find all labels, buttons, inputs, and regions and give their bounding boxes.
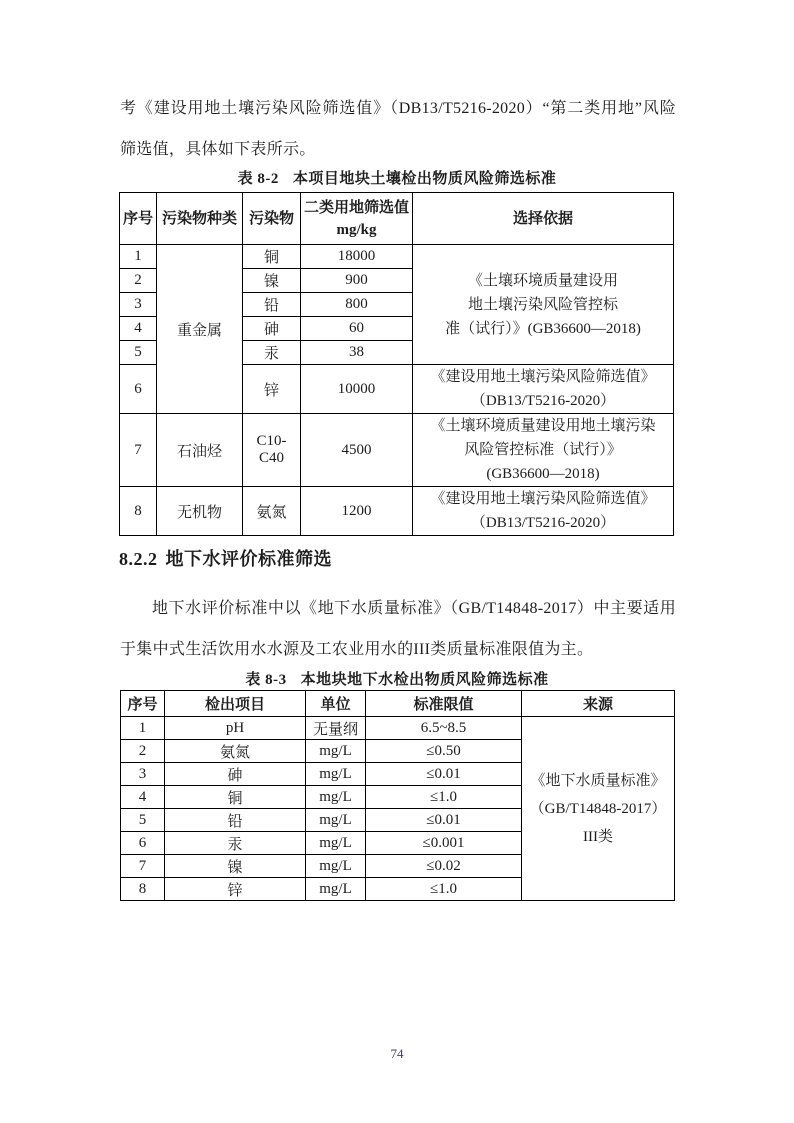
cell-no: 2 <box>120 269 157 293</box>
cell-unit: mg/L <box>306 878 366 901</box>
groundwater-screening-table <box>120 690 675 901</box>
cell-no: 1 <box>120 245 157 269</box>
cell-pollutant: 汞 <box>243 341 301 365</box>
cell-no: 5 <box>121 809 165 832</box>
cell-limit: ≤0.02 <box>366 855 522 878</box>
header-no: 序号 <box>121 691 165 717</box>
cell-category-heavy-metal: 重金属 <box>157 245 243 414</box>
header-source: 来源 <box>522 691 675 717</box>
cell-item: 砷 <box>165 763 306 786</box>
header-item: 检出项目 <box>165 691 306 717</box>
cell-item: pH <box>165 717 306 740</box>
header-pollutant-category: 污染物种类 <box>157 193 243 245</box>
table-header-row <box>120 193 674 245</box>
cell-unit: 无量纲 <box>306 717 366 740</box>
header-pollutant: 污染物 <box>243 193 301 245</box>
cell-source-gbt14848: 《地下水质量标准》 （GB/T14848-2017） III类 <box>522 717 675 901</box>
cell-no: 3 <box>120 293 157 317</box>
cell-limit: ≤1.0 <box>366 786 522 809</box>
groundwater-paragraph: 地下水评价标准中以《地下水质量标准》（GB/T14848-2017）中主要适用于集中式生活饮用水水源及工农业用水的III类质量标准限值为主。 <box>120 600 676 658</box>
table-8-2-caption-label: 表 8-2 <box>237 171 279 187</box>
cell-basis-gb36600: 《土壤环境质量建设用 地土壤污染风险管控标 准（试行）》(GB36600—2018) <box>413 245 674 365</box>
table-8-3-caption-title: 本地块地下水检出物质风险筛选标准 <box>300 672 549 688</box>
cell-no: 2 <box>121 740 165 763</box>
cell-limit: ≤0.001 <box>366 832 522 855</box>
cell-no: 6 <box>120 365 157 414</box>
cell-limit: ≤0.01 <box>366 809 522 832</box>
cell-pollutant: 氨氮 <box>243 487 301 536</box>
table-header-row <box>121 691 675 717</box>
cell-limit: ≤0.50 <box>366 740 522 763</box>
cell-no: 3 <box>121 763 165 786</box>
header-unit: 单位 <box>306 691 366 717</box>
cell-value: 900 <box>301 269 413 293</box>
cell-item: 锌 <box>165 878 306 901</box>
cell-value: 18000 <box>301 245 413 269</box>
cell-no: 4 <box>120 317 157 341</box>
soil-screening-table <box>119 192 674 536</box>
cell-unit: mg/L <box>306 809 366 832</box>
cell-limit: ≤1.0 <box>366 878 522 901</box>
table-8-2-caption-title: 本项目地块土壤检出物质风险筛选标准 <box>292 171 557 187</box>
cell-no: 8 <box>121 878 165 901</box>
table-8-3-caption <box>120 668 674 689</box>
cell-item: 汞 <box>165 832 306 855</box>
cell-value: 1200 <box>301 487 413 536</box>
cell-unit: mg/L <box>306 855 366 878</box>
cell-pollutant: 砷 <box>243 317 301 341</box>
cell-limit: 6.5~8.5 <box>366 717 522 740</box>
cell-unit: mg/L <box>306 740 366 763</box>
header-no: 序号 <box>120 193 157 245</box>
cell-unit: mg/L <box>306 763 366 786</box>
cell-no: 5 <box>120 341 157 365</box>
cell-item: 铜 <box>165 786 306 809</box>
cell-value: 4500 <box>301 414 413 487</box>
cell-basis-db13: 《建设用地土壤污染风险筛选值》 （DB13/T5216-2020） <box>413 365 674 414</box>
table-row <box>120 414 674 487</box>
cell-item: 镍 <box>165 855 306 878</box>
cell-value: 38 <box>301 341 413 365</box>
cell-item: 铅 <box>165 809 306 832</box>
cell-pollutant: 镍 <box>243 269 301 293</box>
cell-item: 氨氮 <box>165 740 306 763</box>
table-row <box>120 487 674 536</box>
cell-category-inorganic: 无机物 <box>157 487 243 536</box>
cell-no: 4 <box>121 786 165 809</box>
cell-value: 10000 <box>301 365 413 414</box>
cell-pollutant: 锌 <box>243 365 301 414</box>
cell-pollutant: 铅 <box>243 293 301 317</box>
cell-no: 6 <box>121 832 165 855</box>
page-number: 74 <box>390 1046 404 1061</box>
cell-value: 800 <box>301 293 413 317</box>
table-row <box>121 717 675 740</box>
cell-basis-gb36600: 《土壤环境质量建设用地土壤污染 风险管控标准（试行）》 (GB36600—2018) <box>413 414 674 487</box>
cell-no: 7 <box>120 414 157 487</box>
section-heading <box>119 545 719 571</box>
cell-no: 8 <box>120 487 157 536</box>
cell-basis-db13: 《建设用地土壤污染风险筛选值》 （DB13/T5216-2020） <box>413 487 674 536</box>
cell-no: 7 <box>121 855 165 878</box>
header-screening-value: 二类用地筛选值 mg/kg <box>301 193 413 245</box>
table-8-2-caption <box>120 167 674 188</box>
section-title: 地下水评价标准筛选 <box>165 549 332 569</box>
cell-unit: mg/L <box>306 832 366 855</box>
intro-paragraph: 考《建设用地土壤污染风险筛选值》（DB13/T5216-2020）“第二类用地”风险筛选值，具体如下表所示。 <box>120 100 676 158</box>
cell-no: 1 <box>121 717 165 740</box>
cell-pollutant: C10-C40 <box>243 414 301 487</box>
cell-category-petroleum: 石油烃 <box>157 414 243 487</box>
table-row <box>120 245 674 269</box>
table-8-3-caption-label: 表 8-3 <box>245 672 287 688</box>
header-limit: 标准限值 <box>366 691 522 717</box>
section-number: 8.2.2 <box>119 549 158 569</box>
header-basis: 选择依据 <box>413 193 674 245</box>
cell-pollutant: 铜 <box>243 245 301 269</box>
cell-unit: mg/L <box>306 786 366 809</box>
cell-limit: ≤0.01 <box>366 763 522 786</box>
cell-value: 60 <box>301 317 413 341</box>
